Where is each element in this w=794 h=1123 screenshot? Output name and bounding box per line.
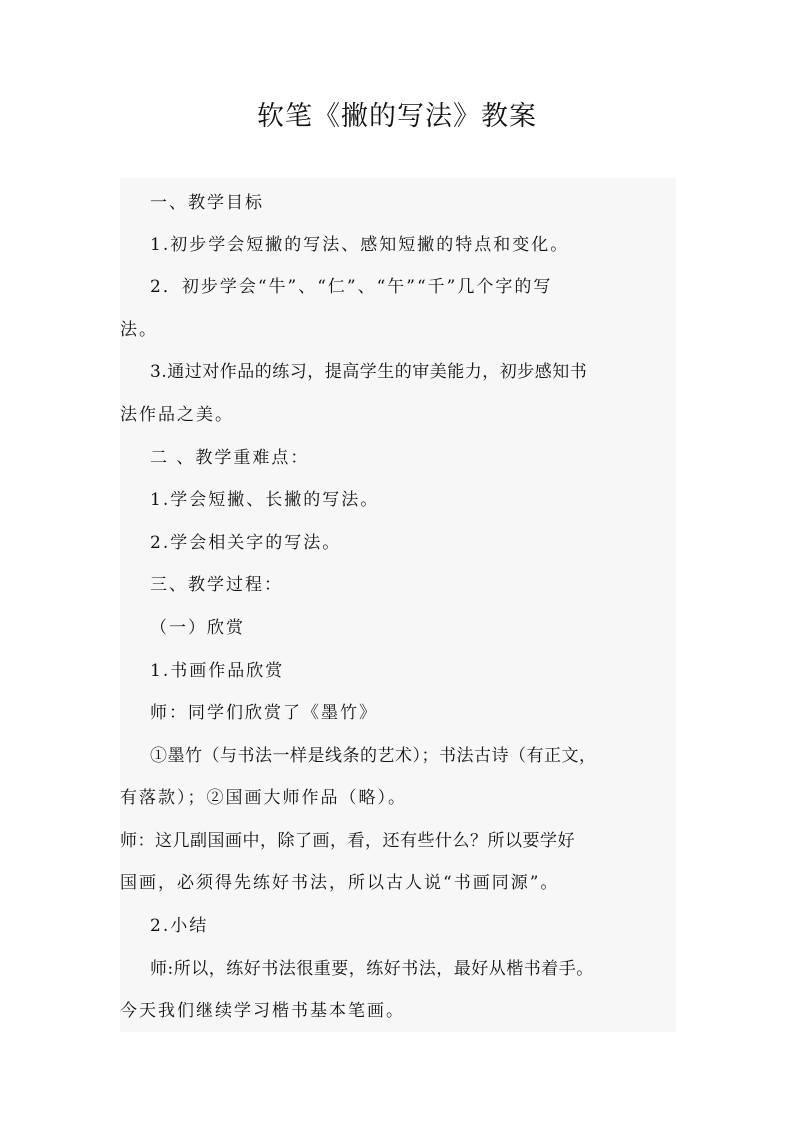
- objective-item-2: 2．初步学会“牛”、“仁”、“午”“千”几个字的写: [150, 277, 553, 297]
- teacher-line-2-continued: 国画，必须得先练好书法，所以古人说“书画同源”。: [120, 873, 560, 893]
- objective-item-1: 1.初步学会短撇的写法、感知短撇的特点和变化。: [150, 235, 570, 255]
- teacher-line-1: 师：同学们欣赏了《墨竹》: [150, 703, 378, 723]
- appreciation-list: ①墨竹（与书法一样是线条的艺术）；书法古诗（有正文，: [150, 746, 597, 766]
- document-title: 软笔《撇的写法》教案: [257, 101, 537, 132]
- section-heading-key-points: 二 、教学重难点：: [150, 448, 310, 468]
- objective-item-3-continued: 法作品之美。: [120, 405, 234, 425]
- key-point-item-2: 2.学会相关字的写法。: [150, 533, 342, 553]
- content-block: [120, 178, 676, 1032]
- process-item-2: 2.小结: [150, 916, 209, 936]
- objective-item-2-continued: 法。: [120, 320, 158, 340]
- process-item-1: 1.书画作品欣赏: [150, 661, 285, 681]
- subsection-heading-appreciation: （一）欣赏: [150, 618, 245, 638]
- objective-item-3: 3.通过对作品的练习，提高学生的审美能力，初步感知书: [150, 362, 588, 382]
- appreciation-list-continued: 有落款）；②国画大师作品（略）。: [120, 788, 407, 808]
- section-heading-process: 三、教学过程：: [150, 575, 283, 595]
- key-point-item-1: 1.学会短撇、长撇的写法。: [150, 490, 380, 510]
- teacher-line-3-continued: 今天我们继续学习楷书基本笔画。: [120, 1001, 405, 1021]
- teacher-line-3: 师:所以，练好书法很重要，练好书法，最好从楷书着手。: [150, 959, 594, 979]
- section-heading-objectives: 一、教学目标: [150, 193, 264, 213]
- teacher-line-2: 师：这几副国画中，除了画，看，还有些什么？所以要学好: [120, 831, 575, 851]
